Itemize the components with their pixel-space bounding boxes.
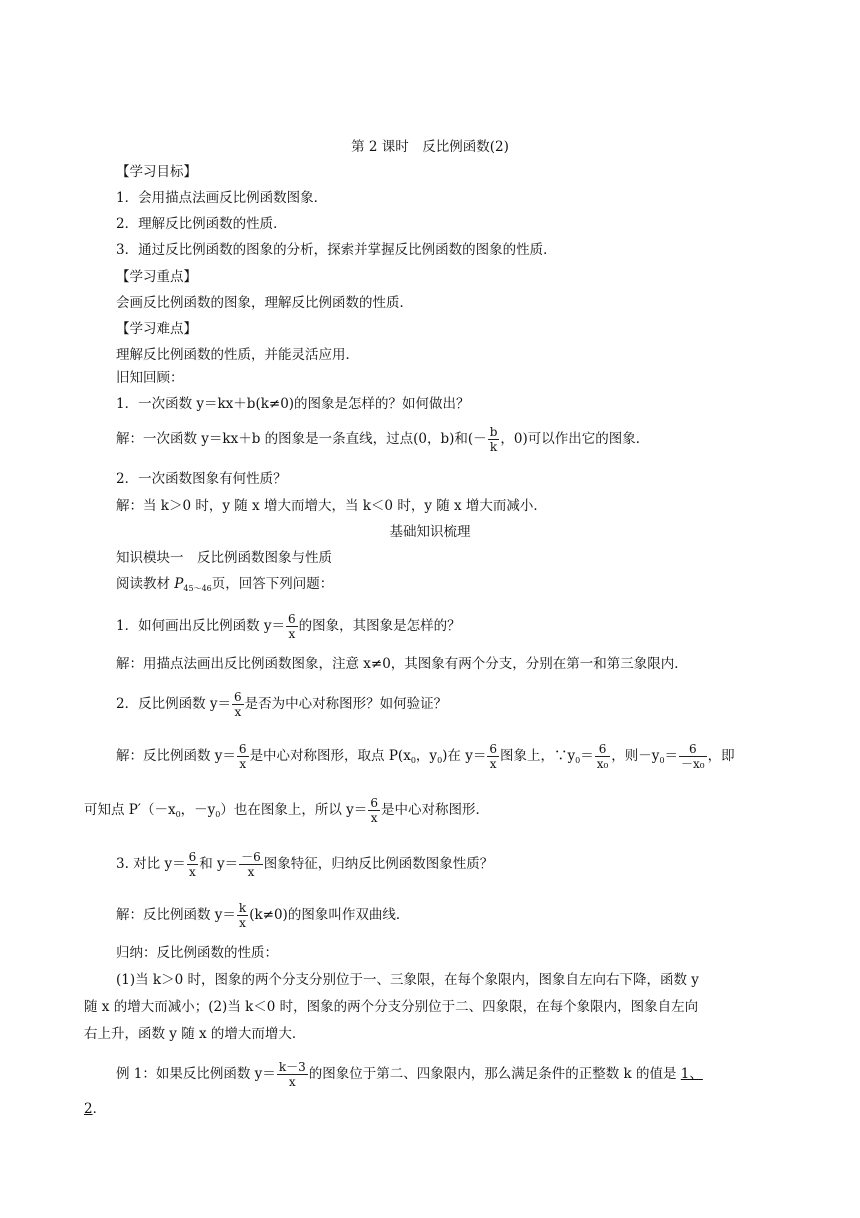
difficult-text: 理解反比例函数的性质，并能灵活应用． xyxy=(116,347,359,363)
fraction: $\frac{6}{x}$ xyxy=(489,742,497,771)
lesson-title: 第 2 课时 反比例函数(2) xyxy=(351,139,509,155)
fraction: $\frac{k-3}{x}$ xyxy=(278,1060,306,1089)
review-question-2: 2．一次函数图象有何性质？ xyxy=(116,471,287,487)
goal-item: 1．会用描点法画反比例函数图象． xyxy=(116,190,328,206)
question-2: 2．反比例函数 y＝ $\frac{6}{x}$ 是否为中心对称图形？如何验证？ xyxy=(116,690,448,719)
goal-item: 2．理解反比例函数的性质． xyxy=(116,216,287,232)
answer-blank: 2 xyxy=(84,1101,93,1117)
answer-2-line-1: 解：反比例函数 y＝ $\frac{6}{x}$ 是中心对称图形，取点 $P(x_0$，$y_0$)在 y＝ $\frac{6}{x}$ 图象上，$\because y_0=$ $\frac{6}{\text{x₀}}$ ，则$-y_0=$ $\frac{6}{\text{－x₀}}$ ，即 xyxy=(116,742,735,771)
question-3: 3. 对比 y＝ $\frac{6}{x}$ 和 y＝ $\frac{-6}{x}$ 图象特征，归纳反比例函数图象性质？ xyxy=(116,850,494,879)
goal-item: 3．通过反比例函数的图象的分析，探索并掌握反比例函数的图象的性质． xyxy=(116,242,557,258)
review-answer-1: 解：一次函数 y＝kx＋b 的图象是一条直线，过点(0，b)和(－ $\frac{b}{k}$ ，0)可以作出它的图象． xyxy=(116,425,650,454)
summary-line: (1)当 k＞0 时，图象的两个分支分别位于一、三象限，在每个象限内，图象自左向右下降，函数 y xyxy=(116,972,699,988)
question-1: 1．如何画出反比例函数 y＝ $\frac{6}{x}$ 的图象，其图象是怎样的？ xyxy=(116,612,461,641)
review-answer-2: 解：当 k＞0 时，y 随 x 增大而增大，当 k＜0 时，y 随 x 增大而减小． xyxy=(116,498,547,514)
reading-instruction: 阅读教材 $P_{45\sim 46}$页，回答下列问题： xyxy=(116,576,334,593)
fraction: $\frac{b}{k}$ xyxy=(489,425,498,454)
fraction: $\frac{6}{x}$ xyxy=(288,612,296,641)
fraction: $\frac{6}{\text{－x₀}}$ xyxy=(681,742,705,771)
key-text: 会画反比例函数的图象，理解反比例函数的性质． xyxy=(116,295,413,311)
fraction: $\frac{6}{x}$ xyxy=(370,796,378,825)
summary-line: 右上升，函数 y 随 x 的增大而增大． xyxy=(84,1026,306,1042)
answer-blank: 1、 xyxy=(680,1066,703,1082)
example-1-continuation: 2． xyxy=(84,1101,107,1117)
module-title: 知识模块一 反比例函数图象与性质 xyxy=(116,550,332,566)
fraction: $\frac{6}{x}$ xyxy=(238,742,247,771)
review-heading: 旧知回顾： xyxy=(116,370,184,386)
answer-2-line-2: 可知点 $P'(-x_0$，$-y_0$）也在图象上，所以 y＝ $\frac{6}{x}$ 是中心对称图形． xyxy=(84,796,489,825)
section-title: 基础知识梳理 xyxy=(389,524,471,540)
answer-1: 解：用描点法画出反比例函数图象，注意 x≠0，其图象有两个分支，分别在第一和第三象限内． xyxy=(116,656,688,672)
fraction: $\frac{-6}{x}$ xyxy=(241,850,261,879)
example-1: 例 1：如果反比例函数 y＝ $\frac{k-3}{x}$ 的图象位于第二、四象限内，那么满足条件的正整数 k 的值是 1、 xyxy=(116,1060,703,1089)
difficult-heading: 【学习难点】 xyxy=(116,321,197,337)
answer-3: 解：反比例函数 y＝ $\frac{k}{x}$ (k≠0)的图象叫作双曲线． xyxy=(116,901,410,930)
fraction: $\frac{6}{\text{x₀}}$ xyxy=(596,742,609,771)
fraction: $\frac{6}{x}$ xyxy=(234,690,242,719)
goals-heading: 【学习目标】 xyxy=(116,164,197,180)
fraction: $\frac{6}{x}$ xyxy=(188,850,197,879)
summary-line: 随 x 的增大而减小；(2)当 k＜0 时，图象的两个分支分别位于二、四象限，在每个象限内，图象自左向 xyxy=(84,999,699,1015)
key-heading: 【学习重点】 xyxy=(116,269,197,285)
review-question-1: 1．一次函数 y＝kx＋b(k≠0)的图象是怎样的？如何做出？ xyxy=(116,396,470,412)
summary-heading: 归纳：反比例函数的性质： xyxy=(116,945,278,961)
fraction: $\frac{k}{x}$ xyxy=(238,901,247,930)
